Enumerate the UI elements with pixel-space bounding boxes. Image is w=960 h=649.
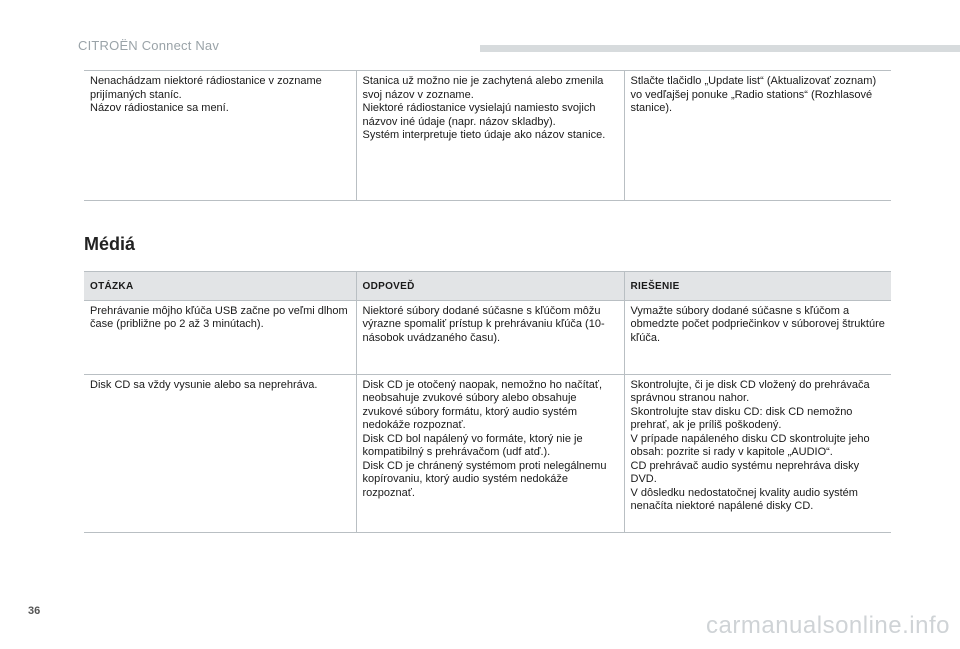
header-divider: [480, 45, 960, 52]
column-header-solution: RIEŠENIE: [624, 272, 891, 301]
table-row: [84, 300, 891, 374]
solution-cell: Skontrolujte, či je disk CD vložený do prehrávača správnou stranou nahor. Skontrolujte stav disku CD: disk CD nemožno prehrať, ak je príliš poškodený. V prípade napáleného disku CD skontrolujte jeho obsah: pozrite si rady v kapitole „AUDIO“. CD prehrávač audio systému neprehráva disky DVD. V dôsledku nedostatočnej kvality audio systém nenačíta niektoré napálené disky CD.: [624, 374, 891, 532]
watermark: carmanualsonline.info: [706, 612, 950, 639]
radio-troubleshooting-table: [84, 70, 891, 201]
page-number: 36: [28, 605, 41, 617]
document-header-title: CITROËN Connect Nav: [78, 38, 220, 53]
table-row: [84, 71, 891, 201]
solution-cell: Vymažte súbory dodané súčasne s kľúčom a obmedzte počet podpriečinkov v súborovej štruktúre kľúča.: [624, 300, 891, 374]
question-cell: Disk CD sa vždy vysunie alebo sa neprehráva.: [84, 374, 356, 532]
section-title: Médiá: [84, 234, 136, 254]
question-cell: Nenachádzam niektoré rádiostanice v zozname prijímaných staníc. Názov rádiostanice sa mení.: [84, 71, 356, 201]
column-header-answer: ODPOVEĎ: [356, 272, 624, 301]
answer-cell: Stanica už možno nie je zachytená alebo zmenila svoj názov v zozname. Niektoré rádiostanice vysielajú namiesto svojich názvov iné údaje (napr. názov skladby). Systém interpretuje tieto údaje ako názov stanice.: [356, 71, 624, 201]
table-header-row: [84, 272, 891, 301]
table-row: [84, 374, 891, 532]
media-troubleshooting-table: [84, 271, 891, 533]
answer-cell: Disk CD je otočený naopak, nemožno ho načítať, neobsahuje zvukové súbory alebo obsahuje zvukové súbory formátu, ktorý audio systém nedokáže rozpoznať. Disk CD bol napálený vo formáte, ktorý nie je kompatibilný s prehrávačom (udf atď.). Disk CD je chránený systémom proti nelegálnemu kopírovaniu, ktorý audio systém nedokáže rozpoznať.: [356, 374, 624, 532]
solution-cell: Stlačte tlačidlo „Update list“ (Aktualizovať zoznam) vo vedľajšej ponuke „Radio stations“ (Rozhlasové stanice).: [624, 71, 891, 201]
answer-cell: Niektoré súbory dodané súčasne s kľúčom môžu výrazne spomaliť prístup k prehrávaniu kľúča (10-násobok uvádzaného času).: [356, 300, 624, 374]
question-cell: Prehrávanie môjho kľúča USB začne po veľmi dlhom čase (približne po 2 až 3 minútach).: [84, 300, 356, 374]
column-header-question: OTÁZKA: [84, 272, 356, 301]
